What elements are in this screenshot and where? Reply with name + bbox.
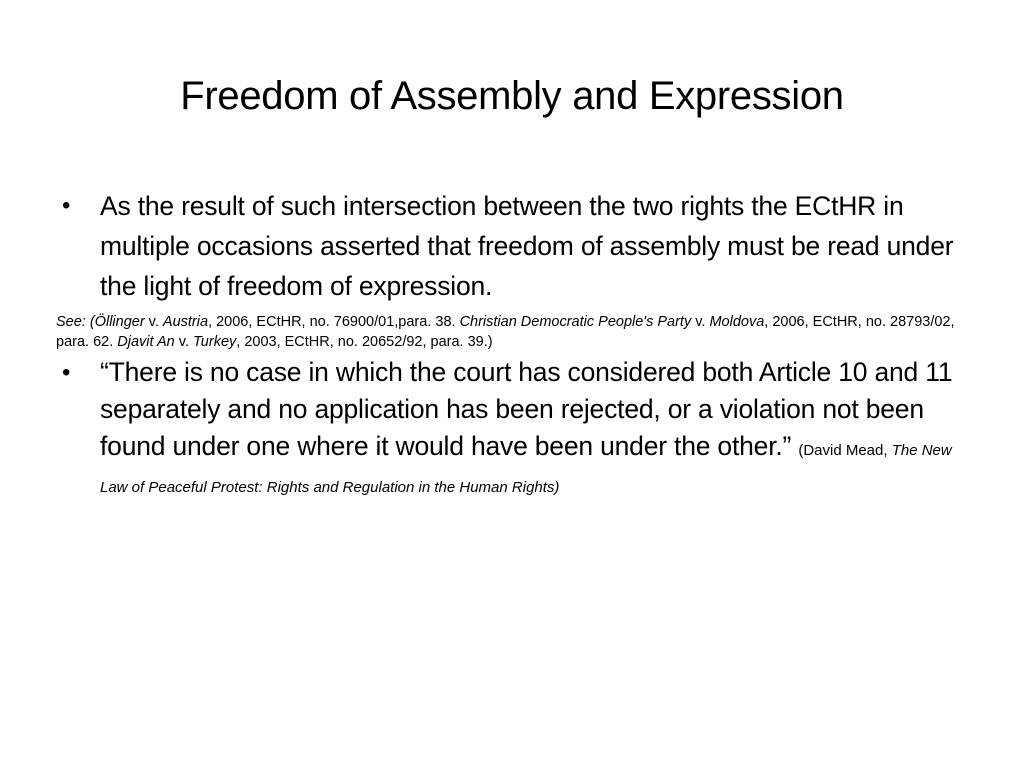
bullet-point-icon: • bbox=[62, 192, 71, 219]
case-applicant: Djavit An bbox=[117, 334, 175, 350]
bullet-quote: “There is no case in which the court has considered both Article 10 and 11 separately and no application has been rejected, or a violation not been found under one where it would have been under the other.” bbox=[100, 357, 953, 461]
case-details: , 2003, ECtHR, no. 20652/92, para. 39.) bbox=[236, 334, 493, 350]
case-state: Austria bbox=[162, 314, 209, 330]
case-citation bbox=[56, 312, 956, 352]
case-state: Turkey bbox=[193, 334, 237, 350]
slide-body bbox=[56, 186, 956, 502]
citation-see: See: ( bbox=[56, 314, 95, 330]
bullet-point-icon: • bbox=[62, 359, 71, 386]
bullet-item-1 bbox=[56, 186, 956, 306]
slide-title: Freedom of Assembly and Expression bbox=[180, 74, 844, 118]
case-applicant: Öllinger bbox=[94, 314, 145, 330]
case-applicant: Christian Democratic People's Party bbox=[459, 314, 692, 330]
source-author: (David Mead, bbox=[798, 442, 892, 459]
source-title: The New Law of Peaceful Protest: Rights and Regulation in the Human Rights) bbox=[100, 442, 952, 496]
case-details: , 2006, ECtHR, no. 28793/02, para. 62. bbox=[56, 314, 955, 350]
case-versus: v. bbox=[691, 314, 710, 330]
case-state: Moldova bbox=[709, 314, 765, 330]
bullet-item-2 bbox=[56, 354, 956, 502]
bullet-text: As the result of such intersection between the two rights the ECtHR in multiple occasions asserted that freedom of assembly must be read under the light of freedom of expression. bbox=[100, 191, 954, 301]
case-versus: v. bbox=[144, 314, 163, 330]
case-versus: v. bbox=[174, 334, 194, 350]
case-details: , 2006, ECtHR, no. 76900/01,para. 38. bbox=[208, 314, 460, 330]
